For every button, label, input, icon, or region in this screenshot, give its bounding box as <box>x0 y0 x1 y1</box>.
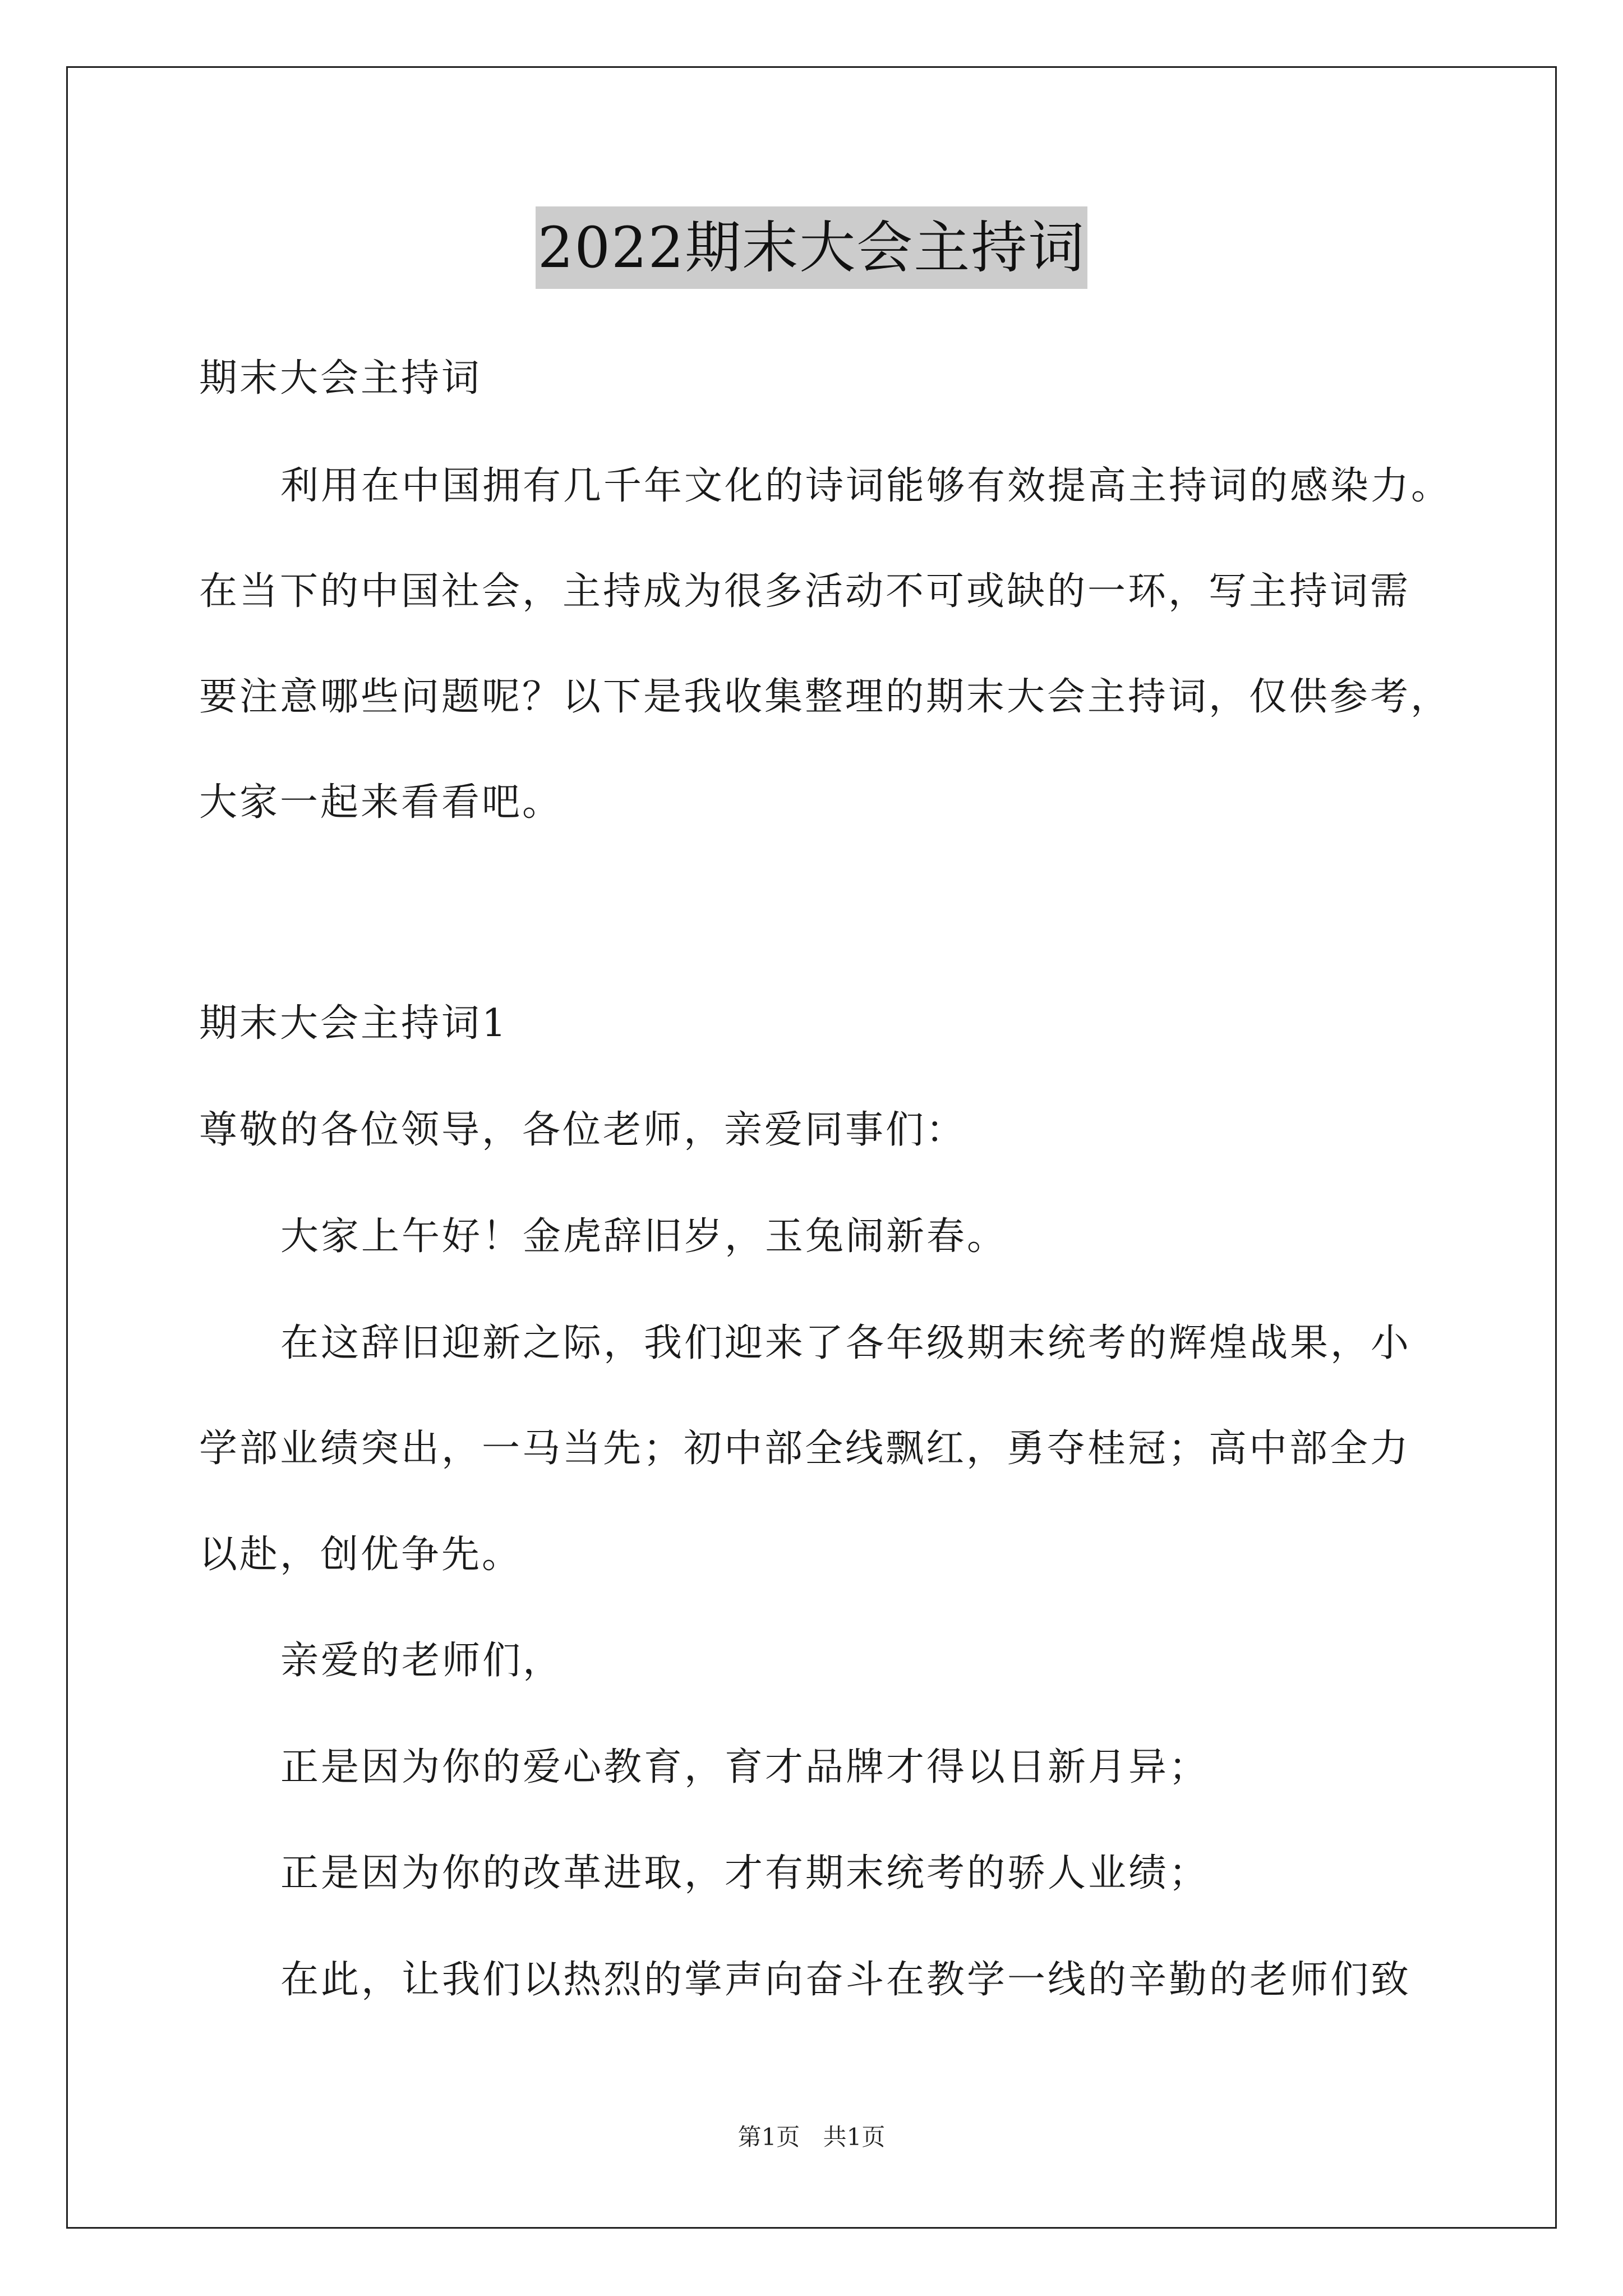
paragraph-line: 在此，让我们以热烈的掌声向奋斗在教学一线的辛勤的老师们致 <box>280 1958 1412 2002</box>
paragraph-line: 在当下的中国社会，主持成为很多活动不可或缺的一环，写主持词需 <box>199 569 1411 614</box>
paragraph-line: 大家上午好！金虎辞旧岁，玉兔闹新春。 <box>280 1214 1008 1259</box>
paragraph-line: 亲爱的老师们， <box>280 1639 564 1683</box>
paragraph-line: 正是因为你的爱心教育，育才品牌才得以日新月异； <box>280 1745 1210 1789</box>
page-current: 第1页 <box>737 2123 800 2151</box>
paragraph-line: 大家一起来看看吧。 <box>199 780 563 825</box>
paragraph-line: 要注意哪些问题呢？以下是我收集整理的期末大会主持词，仅供参考， <box>199 675 1451 719</box>
paragraph-line: 正是因为你的改革进取，才有期末统考的骄人业绩； <box>280 1851 1210 1895</box>
paragraph-line: 在这辞旧迎新之际，我们迎来了各年级期末统考的辉煌战果，小 <box>280 1321 1412 1365</box>
page-footer <box>0 2120 1623 2154</box>
page-total: 共1页 <box>823 2123 886 2151</box>
title-wrap <box>0 206 1623 289</box>
paragraph-line: 以赴，创优争先。 <box>199 1533 523 1577</box>
subtitle: 期末大会主持词 <box>199 356 482 401</box>
document-title: 2022期末大会主持词 <box>536 206 1088 289</box>
section-heading: 期末大会主持词1 <box>199 1001 509 1046</box>
paragraph-line: 利用在中国拥有几千年文化的诗词能够有效提高主持词的感染力。 <box>280 464 1452 508</box>
paragraph-line: 尊敬的各位领导，各位老师，亲爱同事们： <box>199 1108 967 1152</box>
paragraph-line: 学部业绩突出，一马当先；初中部全线飘红，勇夺桂冠；高中部全力 <box>199 1427 1411 1471</box>
